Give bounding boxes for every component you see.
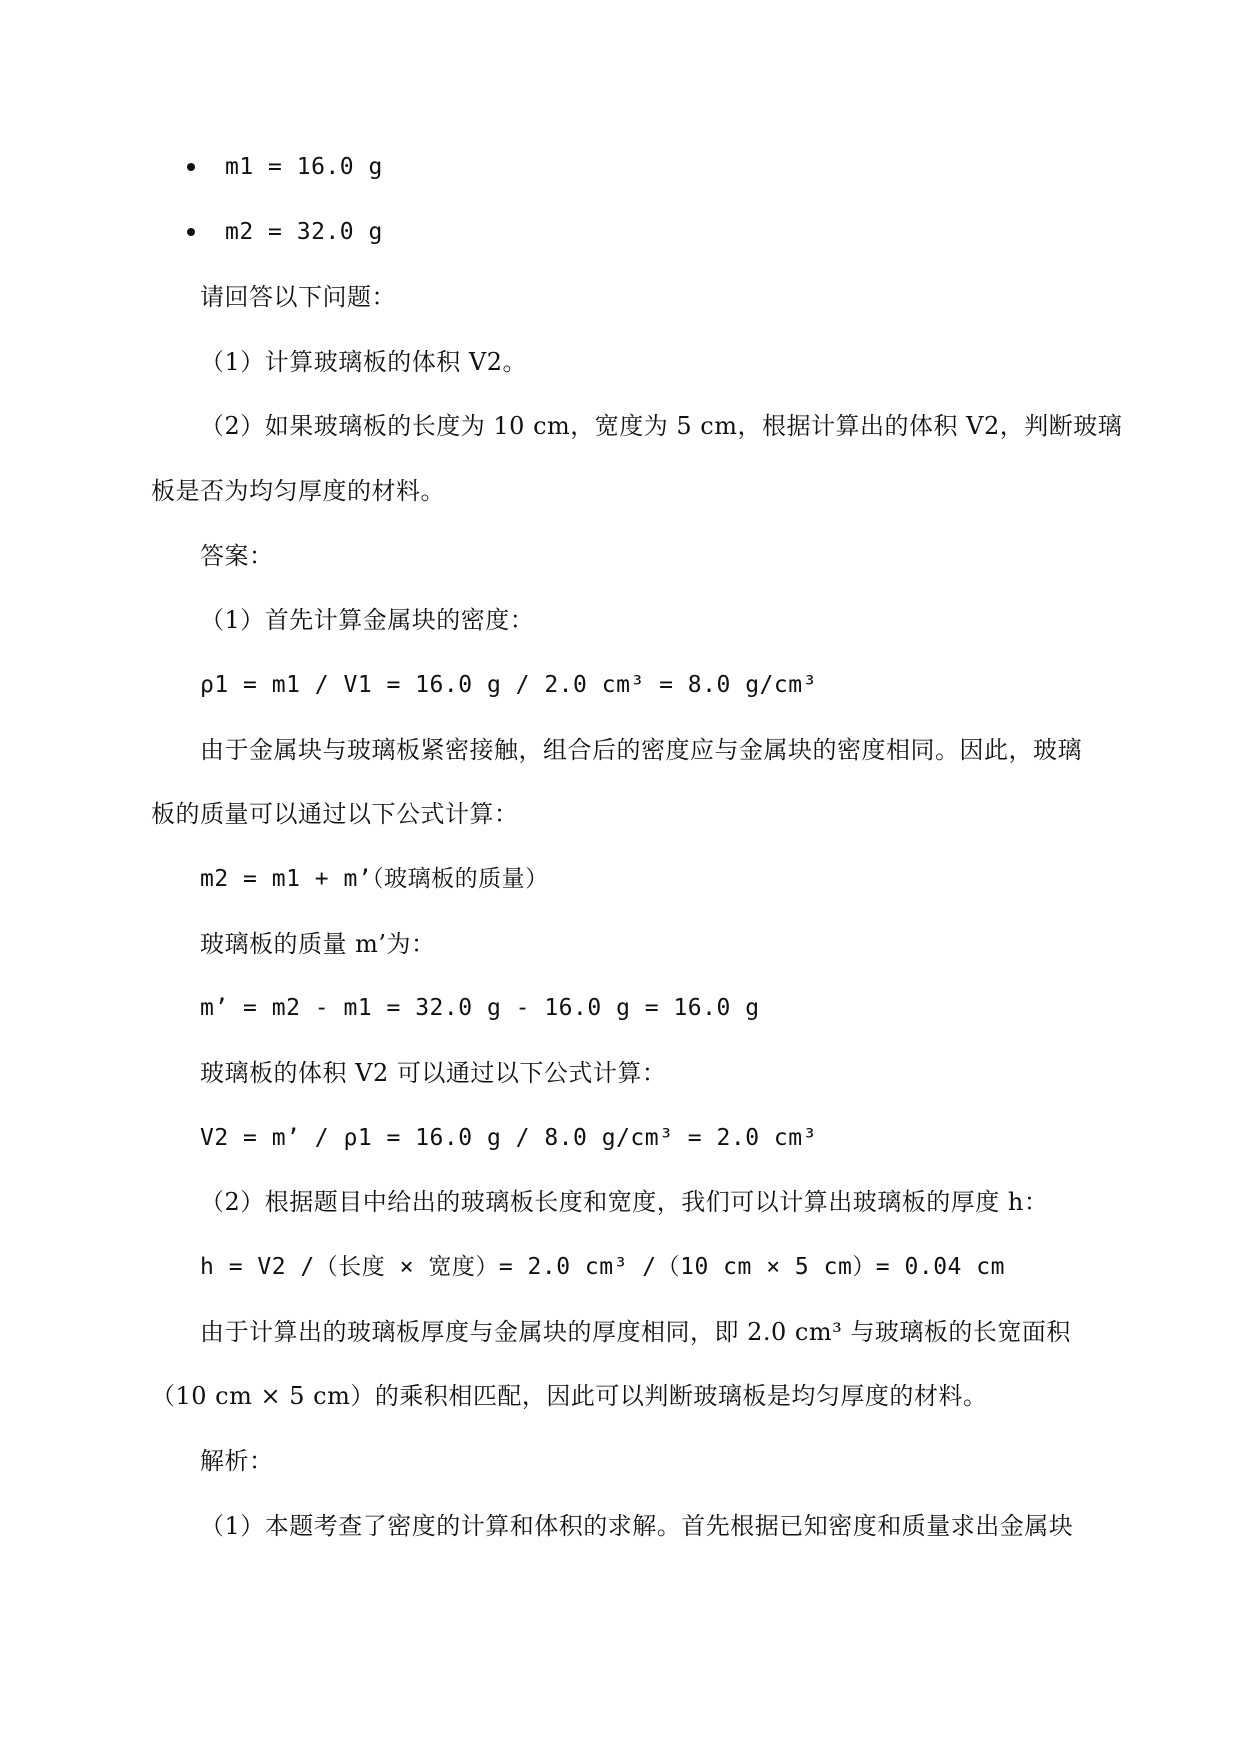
answer-1-explain-line-2: 板的质量可以通过以下公式计算：: [151, 800, 519, 828]
answer-1-explain-line-1: 由于金属块与玻璃板紧密接触，组合后的密度应与金属块的密度相同。因此，玻璃: [200, 736, 1082, 764]
analysis-1: （1）本题考查了密度的计算和体积的求解。首先根据已知密度和质量求出金属块: [200, 1512, 1074, 1540]
glass-mass-intro: 玻璃板的质量 m’为：: [200, 930, 436, 958]
formula-glass-mass: m’ = m2 - m1 = 32.0 g - 16.0 g = 16.0 g: [200, 995, 760, 1021]
answer-2-conclusion-line-1: 由于计算出的玻璃板厚度与金属块的厚度相同，即 2.0 cm³ 与玻璃板的长宽面积: [200, 1318, 1071, 1346]
answer-2-intro: （2）根据题目中给出的玻璃板长度和宽度，我们可以计算出玻璃板的厚度 h：: [200, 1188, 1049, 1216]
formula-density: ρ1 = m1 / V1 = 16.0 g / 2.0 cm³ = 8.0 g/cm³: [200, 672, 817, 698]
answer-2-conclusion-line-2: （10 cm × 5 cm）的乘积相匹配，因此可以判断玻璃板是均匀厚度的材料。: [151, 1382, 988, 1410]
formula-mass-sum: m2 = m1 + m’（玻璃板的质量）: [200, 866, 549, 892]
question-prompt: 请回答以下问题：: [200, 283, 396, 311]
bullet-item-m1: m1 = 16.0 g: [225, 154, 383, 180]
question-2-line-2: 板是否为均匀厚度的材料。: [151, 477, 445, 505]
question-1: （1）计算玻璃板的体积 V2。: [200, 348, 527, 376]
analysis-heading: 解析：: [200, 1447, 274, 1475]
bullet-item-m2: m2 = 32.0 g: [225, 219, 383, 245]
bullet-dot-1: [187, 163, 195, 171]
formula-glass-volume: V2 = m’ / ρ1 = 16.0 g / 8.0 g/cm³ = 2.0 cm³: [200, 1125, 817, 1151]
formula-thickness: h = V2 /（长度 × 宽度）= 2.0 cm³ /（10 cm × 5 cm）= 0.04 cm: [200, 1254, 1005, 1280]
answer-1-intro: （1）首先计算金属块的密度：: [200, 606, 535, 634]
answer-heading: 答案：: [200, 542, 274, 570]
bullet-dot-2: [187, 228, 195, 236]
glass-volume-intro: 玻璃板的体积 V2 可以通过以下公式计算：: [200, 1059, 667, 1087]
question-2-line-1: （2）如果玻璃板的长度为 10 cm，宽度为 5 cm，根据计算出的体积 V2，判断玻璃: [200, 412, 1123, 440]
